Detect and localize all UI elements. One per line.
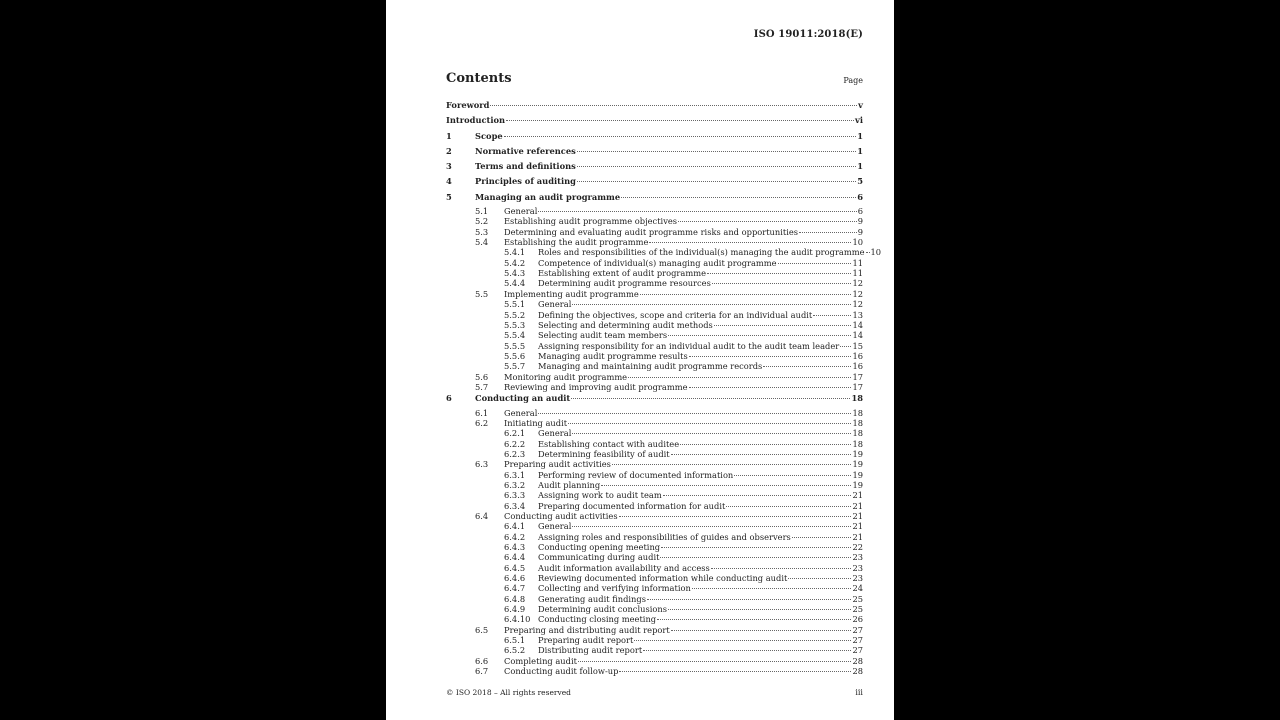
toc-entry-title: Completing audit [504, 655, 577, 666]
toc-entry-number: 5.4.4 [504, 278, 526, 289]
toc-entry[interactable] [446, 227, 863, 237]
toc-entry[interactable] [446, 351, 863, 361]
toc-entry-title: Monitoring audit programme [504, 371, 628, 382]
toc-entry[interactable] [446, 191, 863, 206]
toc-entry-number: 5.4.3 [504, 268, 526, 279]
contents-heading: Contents [446, 71, 512, 86]
dot-leader [657, 619, 851, 620]
dot-leader [578, 661, 851, 662]
toc-entry-title: Normative references [475, 145, 576, 156]
dot-leader [711, 568, 852, 569]
toc-entry-title: Determining audit conclusions [538, 604, 667, 615]
toc-entry-title: Determining and evaluating audit programme risks and opportunities [504, 226, 799, 237]
toc-entry-title: Preparing documented information for audit [538, 500, 726, 511]
toc-entry[interactable] [446, 145, 863, 160]
toc-entry[interactable] [446, 247, 882, 258]
toc-entry-title: Managing and maintaining audit programme records [538, 361, 763, 372]
dot-leader [490, 105, 857, 106]
toc-entry-page: 18 [852, 407, 863, 418]
toc-entry[interactable] [446, 552, 863, 562]
dot-leader [647, 599, 851, 600]
toc-entry[interactable] [446, 511, 863, 521]
toc-entry-title: Conducting an audit [475, 393, 571, 404]
toc-entry-page: 11 [852, 257, 863, 268]
toc-entry-title: General [538, 428, 572, 439]
toc-entry-title: Roles and responsibilities of the individual(s) managing the audit programme [538, 247, 865, 258]
toc-entry-title: Conducting audit follow-up [504, 666, 619, 677]
toc-entry[interactable] [446, 501, 863, 511]
toc-entry-title: Conducting closing meeting [538, 614, 657, 625]
toc-entry[interactable] [446, 594, 863, 604]
toc-entry[interactable] [446, 320, 863, 330]
toc-entry-number: 6.1 [475, 407, 489, 418]
toc-entry-page: 1 [857, 161, 863, 172]
toc-entry[interactable] [446, 656, 863, 666]
document-page [386, 0, 894, 720]
toc-entry-number: 6.4.8 [504, 593, 526, 604]
toc-entry-title: General [504, 206, 538, 217]
toc-entry-number: 5.5.4 [504, 330, 526, 341]
toc-entry-page: 14 [852, 319, 863, 330]
dot-leader [692, 588, 852, 589]
toc-entry-number: 2 [446, 145, 452, 156]
toc-entry-title: Preparing audit report [538, 635, 634, 646]
toc-entry-title: Establishing the audit programme [504, 237, 649, 248]
toc-entry-number: 5.5.1 [504, 299, 526, 310]
dot-leader [763, 366, 851, 367]
toc-entry[interactable] [446, 408, 863, 418]
toc-entry-number: 5.3 [475, 226, 489, 237]
toc-entry-number: 5.5.7 [504, 361, 526, 372]
toc-entry-page: 27 [852, 645, 863, 656]
toc-entry-title: Determining audit programme resources [538, 278, 711, 289]
toc-entry-page: 19 [852, 448, 863, 459]
toc-entry-page: 28 [852, 655, 863, 666]
toc-entry-title: Competence of individual(s) managing audit programme [538, 257, 777, 268]
toc-entry-page: 21 [852, 521, 863, 532]
toc-entry-page: 9 [857, 216, 863, 227]
dot-leader [734, 475, 851, 476]
toc-entry-page: 21 [852, 511, 863, 521]
toc-entry-title: Preparing and distributing audit report [504, 624, 670, 635]
toc-entry-number: 6.2.1 [504, 428, 526, 439]
toc-entry-title: Collecting and verifying information [538, 583, 691, 594]
dot-leader [577, 151, 856, 152]
toc-entry-page: 16 [852, 350, 863, 361]
toc-entry-title: Managing audit programme results [538, 350, 688, 361]
document-identifier: ISO 19011:2018(E) [753, 29, 863, 40]
toc-entry-page: 6 [857, 206, 863, 217]
toc-entry-page: 6 [857, 191, 863, 202]
dot-leader [572, 433, 851, 434]
toc-entry-number: 6.4.1 [504, 521, 526, 532]
toc-entry-title: Terms and definitions [475, 161, 576, 172]
dot-leader [680, 444, 851, 445]
toc-entry-number: 6.3.3 [504, 490, 526, 501]
toc-entry-title: General [504, 407, 538, 418]
dot-leader [601, 485, 851, 486]
toc-entry-page: 23 [852, 552, 863, 563]
toc-entry-page: 17 [852, 371, 863, 382]
toc-entry[interactable] [446, 439, 863, 449]
toc-entry-number: 6.6 [475, 655, 489, 666]
toc-entry[interactable] [446, 449, 863, 459]
toc-entry-title: Selecting and determining audit methods [538, 319, 713, 330]
dot-leader [643, 650, 851, 651]
dot-leader [689, 387, 852, 388]
toc-entry-number: 6.3.4 [504, 500, 526, 511]
toc-entry[interactable] [446, 521, 863, 531]
toc-entry-page: 18 [852, 417, 863, 428]
toc-entry-page: 27 [852, 624, 863, 635]
toc-entry-title: Generating audit findings [538, 593, 646, 604]
toc-entry-title: Communicating during audit [538, 552, 660, 563]
toc-entry[interactable] [446, 470, 863, 480]
dot-leader [572, 304, 851, 305]
toc-entry-page: 19 [852, 459, 863, 470]
toc-entry-page: vi [855, 115, 863, 126]
toc-entry-page: 1 [857, 145, 863, 156]
toc-entry-number: 5 [446, 191, 452, 202]
dot-leader [689, 356, 852, 357]
toc-entry[interactable] [446, 418, 863, 428]
toc-entry-page: 27 [852, 635, 863, 646]
toc-entry-page: 9 [857, 226, 863, 237]
dot-leader [660, 557, 851, 558]
dot-leader [671, 630, 852, 631]
toc-entry-number: 5.5.2 [504, 309, 526, 320]
dot-leader [712, 283, 852, 284]
toc-entry-page: 24 [852, 583, 863, 594]
toc-entry-page: 19 [852, 479, 863, 490]
dot-leader [663, 495, 852, 496]
toc-entry[interactable] [446, 206, 863, 216]
dot-leader [628, 377, 851, 378]
toc-entry[interactable] [446, 614, 863, 624]
toc-entry-page: 18 [852, 428, 863, 439]
dot-leader [572, 526, 851, 527]
toc-entry-page: 11 [852, 268, 863, 279]
dot-leader [612, 464, 852, 465]
toc-entry-number: 6.4.10 [504, 614, 531, 625]
toc-entry-number: 6.2.2 [504, 438, 526, 449]
toc-entry-title: Selecting audit team members [538, 330, 668, 341]
toc-entry[interactable] [446, 635, 863, 645]
toc-entry-page: 19 [852, 469, 863, 480]
dot-leader [538, 413, 851, 414]
toc-entry-number: 6.4 [475, 511, 489, 521]
toc-entry-title: Assigning roles and responsibilities of guides and observers [538, 531, 791, 542]
dot-leader [634, 640, 851, 641]
toc-entry-page: 13 [852, 309, 863, 320]
page-number: iii [855, 688, 863, 697]
dot-leader [726, 506, 851, 507]
page-column-label: Page [843, 76, 863, 85]
toc-entry-page: 5 [857, 176, 863, 187]
toc-entry-number: 5.5.3 [504, 319, 526, 330]
toc-entry[interactable] [446, 175, 863, 190]
toc-entry[interactable] [446, 583, 863, 593]
toc-entry-number: 6.7 [475, 666, 489, 677]
toc-entry-page: 10 [870, 247, 882, 258]
dot-leader [788, 578, 851, 579]
dot-leader [640, 294, 852, 295]
toc-entry-title: Defining the objectives, scope and criteria for an individual audit [538, 309, 813, 320]
toc-entry-number: 6.5.1 [504, 635, 526, 646]
dot-leader [671, 454, 852, 455]
toc-entry-title: Introduction [446, 115, 506, 126]
toc-entry[interactable] [446, 382, 863, 392]
toc-entry[interactable] [446, 258, 863, 268]
toc-entry[interactable] [446, 490, 863, 500]
toc-entry-page: 10 [852, 237, 863, 248]
toc-entry-number: 5.1 [475, 206, 489, 217]
dot-leader [568, 423, 851, 424]
toc-entry-title: Establishing audit programme objectives [504, 216, 678, 227]
toc-entry-number: 6.2 [475, 417, 489, 428]
toc-entry[interactable] [446, 625, 863, 635]
toc-entry[interactable] [446, 299, 863, 309]
toc-entry[interactable] [446, 268, 863, 278]
toc-entry-number: 6.3 [475, 459, 489, 470]
toc-entry-page: 1 [857, 130, 863, 141]
toc-entry-title: Initiating audit [504, 417, 568, 428]
toc-entry-title: Conducting opening meeting [538, 542, 661, 553]
toc-entry-title: Implementing audit programme [504, 288, 639, 299]
toc-entry[interactable] [446, 289, 863, 299]
toc-entry-page: 17 [852, 381, 863, 392]
toc-entry-number: 5.7 [475, 381, 489, 392]
dot-leader [577, 166, 856, 167]
toc-entry[interactable] [446, 459, 863, 469]
toc-entry[interactable] [446, 666, 863, 676]
toc-entry-number: 6 [446, 393, 452, 404]
toc-entry[interactable] [446, 278, 863, 288]
toc-entry-title: Reviewing and improving audit programme [504, 381, 688, 392]
toc-entry-number: 6.4.4 [504, 552, 526, 563]
dot-leader [668, 335, 851, 336]
dot-leader [621, 197, 856, 198]
dot-leader [813, 315, 851, 316]
toc-entry-number: 1 [446, 130, 452, 141]
dot-leader [504, 136, 857, 137]
toc-entry-number: 6.5.2 [504, 645, 526, 656]
toc-entry[interactable] [446, 341, 863, 351]
toc-entry-title: Audit planning [538, 479, 601, 490]
toc-entry-page: 18 [852, 438, 863, 449]
toc-entry-number: 6.5 [475, 624, 489, 635]
dot-leader [577, 181, 856, 182]
toc-entry-page: 23 [852, 562, 863, 573]
dot-leader [571, 398, 850, 399]
toc-entry-title: Preparing audit activities [504, 459, 611, 470]
toc-entry-number: 3 [446, 161, 452, 172]
dot-leader [866, 252, 870, 253]
dot-leader [799, 232, 857, 233]
toc-entry-title: General [538, 521, 572, 532]
toc-entry-number: 5.4.2 [504, 257, 526, 268]
toc-entry-page: 22 [852, 542, 863, 553]
toc-entry-page: 21 [852, 490, 863, 501]
toc-entry[interactable] [446, 392, 863, 407]
toc-entry-title: Conducting audit activities [504, 511, 618, 521]
toc-entry-number: 6.4.5 [504, 562, 526, 573]
dot-leader [538, 211, 856, 212]
dot-leader [661, 547, 851, 548]
toc-entry-page: 21 [852, 500, 863, 511]
toc-entry-page: 25 [852, 604, 863, 615]
dot-leader [778, 263, 852, 264]
toc-entry[interactable] [446, 310, 863, 320]
dot-leader [840, 346, 851, 347]
toc-entry-number: 5.5.6 [504, 350, 526, 361]
toc-entry-title: Foreword [446, 100, 490, 110]
toc-entry-number: 5.6 [475, 371, 489, 382]
dot-leader [619, 671, 851, 672]
toc-entry[interactable] [446, 480, 863, 490]
copyright-notice: © ISO 2018 – All rights reserved [446, 688, 571, 697]
toc-entry[interactable] [446, 372, 863, 382]
toc-entry-title: Assigning responsibility for an individual audit to the audit team leader [538, 340, 840, 351]
toc-entry[interactable] [446, 604, 863, 614]
dot-leader [714, 325, 852, 326]
toc-entry[interactable] [446, 563, 863, 573]
toc-entry[interactable] [446, 542, 863, 552]
toc-entry-page: 12 [852, 288, 863, 299]
toc-entry[interactable] [446, 237, 863, 247]
toc-entry[interactable] [446, 645, 863, 655]
toc-entry-title: Scope [475, 130, 503, 141]
toc-entry[interactable] [446, 330, 863, 340]
toc-entry[interactable] [446, 573, 863, 583]
toc-entry[interactable] [446, 160, 863, 175]
dot-leader [678, 221, 857, 222]
toc-entry-page: 16 [852, 361, 863, 372]
toc-entry-title: General [538, 299, 572, 310]
toc-entry-page: 12 [852, 278, 863, 289]
toc-entry-page: 25 [852, 593, 863, 604]
toc-entry[interactable] [446, 99, 863, 114]
table-of-contents [446, 99, 882, 677]
dot-leader [668, 609, 851, 610]
toc-entry[interactable] [446, 130, 863, 145]
toc-entry-title: Determining feasibility of audit [538, 448, 670, 459]
toc-entry-number: 6.3.2 [504, 479, 526, 490]
toc-entry-number: 6.4.9 [504, 604, 526, 615]
toc-entry-title: Establishing extent of audit programme [538, 268, 706, 279]
toc-entry-page: 18 [851, 393, 863, 404]
toc-entry-page: 12 [852, 299, 863, 310]
toc-entry[interactable] [446, 216, 863, 226]
toc-entry-title: Principles of auditing [475, 176, 576, 187]
toc-entry-title: Performing review of documented information [538, 469, 734, 480]
toc-entry-number: 6.2.3 [504, 448, 526, 459]
toc-entry-page: 23 [852, 573, 863, 584]
toc-entry-title: Assigning work to audit team [538, 490, 662, 501]
toc-entry-title: Reviewing documented information while conducting audit [538, 573, 788, 584]
toc-entry-number: 6.4.6 [504, 573, 526, 584]
toc-entry-number: 5.5 [475, 288, 489, 299]
toc-entry-number: 6.4.3 [504, 542, 526, 553]
dot-leader [649, 242, 851, 243]
toc-entry-number: 4 [446, 176, 452, 187]
toc-entry-page: 28 [852, 666, 863, 677]
toc-entry[interactable] [446, 428, 863, 438]
toc-entry-number: 5.4 [475, 237, 489, 248]
toc-entry-number: 5.2 [475, 216, 489, 227]
toc-entry[interactable] [446, 532, 863, 542]
toc-entry-page: 21 [852, 531, 863, 542]
dot-leader [707, 273, 851, 274]
toc-entry-page: 14 [852, 330, 863, 341]
dot-leader [792, 537, 852, 538]
toc-entry-number: 5.5.5 [504, 340, 526, 351]
toc-entry[interactable] [446, 361, 863, 371]
toc-entry[interactable] [446, 114, 863, 129]
toc-entry-title: Establishing contact with auditee [538, 438, 680, 449]
toc-entry-page: 26 [852, 614, 863, 625]
toc-entry-number: 5.4.1 [504, 247, 526, 258]
toc-entry-number: 6.4.2 [504, 531, 526, 542]
toc-entry-number: 6.3.1 [504, 469, 526, 480]
toc-entry-title: Distributing audit report [538, 645, 643, 656]
toc-entry-page: v [858, 100, 863, 110]
toc-entry-title: Audit information availability and access [538, 562, 710, 573]
dot-leader [506, 120, 854, 121]
toc-entry-page: 15 [852, 340, 863, 351]
dot-leader [619, 516, 852, 517]
toc-entry-number: 6.4.7 [504, 583, 526, 594]
toc-entry-title: Managing an audit programme [475, 191, 621, 202]
